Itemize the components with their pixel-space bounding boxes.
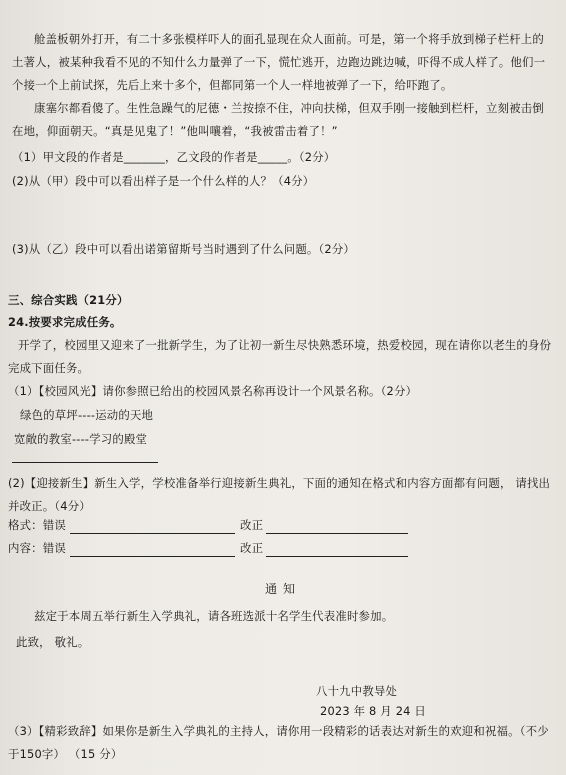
- content-error-label: 内容：错误: [8, 541, 66, 555]
- subtask-2: (2)【迎接新生】新生入学，学校准备举行迎接新生典礼，下面的通知在格式和内容方面都有问题， 请找出并改正。（4分）: [8, 476, 551, 513]
- notice-organization: 八十九中教导处: [316, 684, 398, 698]
- passage-paragraph-1: 舱盖板朝外打开，有二十多张模样吓人的面孔显现在众人面前。可是，第一个将手放到梯子栏杆上的土著人，被某种我看不见的不知什么力量弹了一下，慌忙逃开，边跑边跳边喊，吓得不成人样了。他们一个接一个上前试探，先后上来十多个，但都同第一个人一样地被弹了一下，给吓跑了。: [12, 32, 546, 92]
- answer-line-1[interactable]: [12, 462, 158, 463]
- notice-body: 兹定于本周五举行新生入学典礼，请各班选派十名学生代表准时参加。: [34, 609, 394, 623]
- question-1: （1）甲文段的作者是_______，乙文段的作者是_____。（2分）: [12, 150, 336, 164]
- example-2: 宽敞的教室----学习的殿堂: [14, 432, 148, 446]
- notice-date: 2023 年 8 月 24 日: [320, 704, 427, 718]
- notice-closing: 此致， 敬礼。: [16, 635, 90, 649]
- format-error-line[interactable]: [70, 533, 235, 534]
- notice-title: 通知: [264, 582, 301, 596]
- content-fix-line[interactable]: [266, 556, 408, 557]
- task-24: 24.按要求完成任务。: [8, 315, 122, 329]
- task-intro: 开学了，校园里又迎来了一批新学生，为了让初一新生尽快熟悉环境，热爱校园，现在请你以老生的身份完成下面任务。: [8, 338, 552, 375]
- format-fix-line[interactable]: [266, 533, 408, 534]
- content-error-line[interactable]: [70, 556, 235, 557]
- question-3: (3)从（乙）段中可以看出诺第留斯号当时遇到了什么问题。（2分）: [12, 242, 356, 256]
- subtask-3: （3）【精彩致辞】如果你是新生入学典礼的主持人，请你用一段精彩的话表达对新生的欢迎和祝福。（不少于150字） （15 分）: [8, 724, 549, 761]
- format-error-label: 格式：错误: [8, 518, 66, 532]
- content-fix-label: 改正: [240, 541, 264, 555]
- passage-paragraph-2: 康塞尔都看傻了。生性急躁气的尼德・兰按捺不住，冲向扶梯，但双手刚一接触到栏杆，立刻被击倒在地，仰面朝天。“真是见鬼了！”他叫嚷着，“我被雷击着了！”: [12, 101, 544, 138]
- section-3-heading: 三、综合实践（21分）: [8, 293, 129, 307]
- example-1: 绿色的草坪----运动的天地: [20, 408, 154, 422]
- question-2: (2)从（甲）段中可以看出样子是一个什么样的人？（4分）: [12, 174, 315, 188]
- format-fix-label: 改正: [240, 518, 264, 532]
- subtask-1: （1）【校园风光】请你参照已给出的校园风景名称再设计一个风景名称。（2分）: [8, 384, 418, 398]
